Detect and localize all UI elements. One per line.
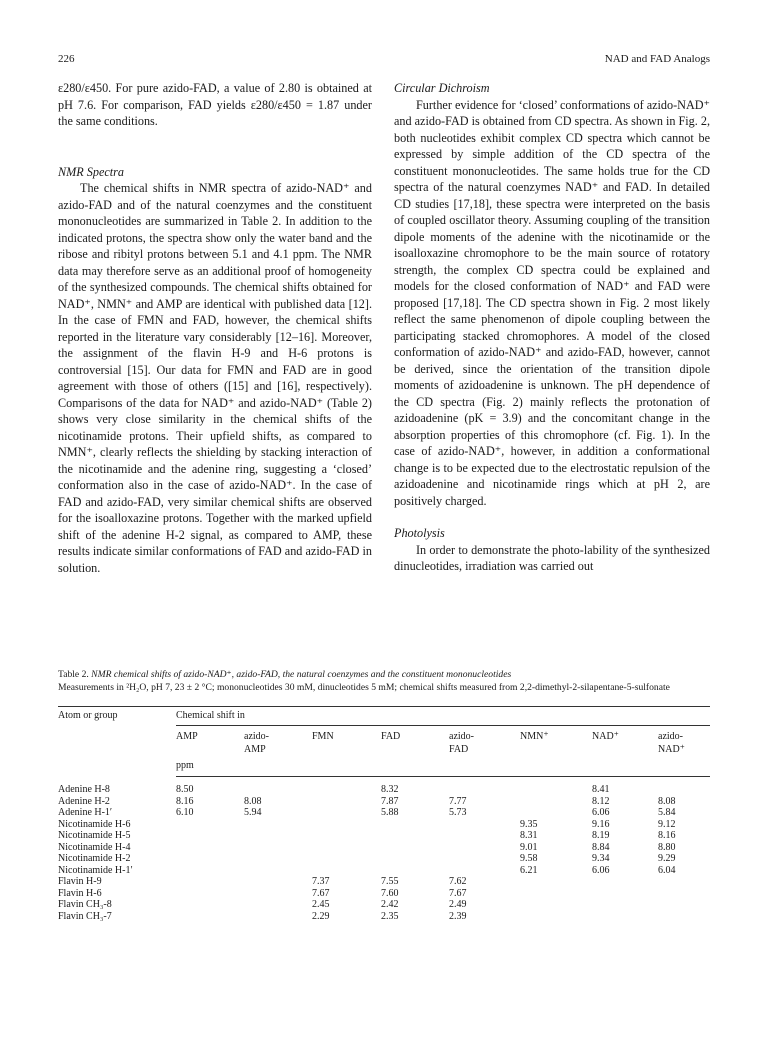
- row-atom-label: Flavin CH₃-7: [58, 911, 112, 923]
- row-atom-label: Nicotinamide H-1′: [58, 864, 133, 876]
- nmr-heading: NMR Spectra: [58, 164, 125, 179]
- col-header-amp: AMP: [176, 731, 198, 742]
- col-header-azido-nad: azido- NAD⁺: [658, 731, 685, 755]
- table-cell: 6.04: [658, 864, 676, 876]
- table-cell: 6.06: [592, 864, 610, 876]
- table-top-rule: [58, 706, 710, 707]
- table-cell: 8.08: [244, 795, 262, 807]
- table-cell: 5.84: [658, 807, 676, 819]
- table-row: [58, 807, 710, 819]
- table-cell: 2.29: [312, 911, 330, 923]
- row-atom-label: Flavin H-6: [58, 887, 102, 899]
- row-atom-label: Flavin CH₃-8: [58, 899, 112, 911]
- table-cell: 7.67: [312, 887, 330, 899]
- table-row: [58, 911, 710, 923]
- spanner-rule: [176, 725, 710, 726]
- table-cell: 5.88: [381, 807, 399, 819]
- table-cell: 2.45: [312, 899, 330, 911]
- col-header-azido-fad: azido- FAD: [449, 731, 474, 755]
- row-atom-label: Nicotinamide H-5: [58, 830, 131, 842]
- right-column: [394, 80, 710, 575]
- table-cell: 7.77: [449, 795, 467, 807]
- table-cell: 8.32: [381, 784, 399, 795]
- spanner-header: Chemical shift in: [176, 710, 245, 721]
- table-cell: 2.42: [381, 899, 399, 911]
- table-cell: 9.58: [520, 853, 538, 865]
- row-atom-label: Adenine H-8: [58, 784, 110, 795]
- table-row: [58, 784, 710, 796]
- table-cell: 7.62: [449, 876, 467, 888]
- table-cell: 9.01: [520, 841, 538, 853]
- table-cell: 7.87: [381, 795, 399, 807]
- unit-label: ppm: [176, 760, 194, 771]
- table-row: [58, 830, 710, 842]
- table-cell: 7.37: [312, 876, 330, 888]
- table-label: Table 2.: [58, 669, 89, 680]
- cd-heading: Circular Dichroism: [394, 81, 490, 95]
- table-row: [58, 819, 710, 831]
- table-cell: 8.12: [592, 795, 610, 807]
- photolysis-paragraph: In order to demonstrate the photo-lability of the synthesized dinucleotides, irradiation was carried out: [394, 542, 710, 573]
- table-cell: 9.16: [592, 818, 610, 830]
- table-row: [58, 899, 710, 911]
- row-atom-label: Adenine H-1′: [58, 807, 113, 819]
- table-cell: 7.60: [381, 887, 399, 899]
- table-title: NMR chemical shifts of azido-NAD⁺, azido-FAD, the natural coenzymes and the constituent mononucleotides: [91, 669, 512, 680]
- table-body: [58, 784, 710, 923]
- table-cell: 8.31: [520, 830, 538, 842]
- table-cell: 7.55: [381, 876, 399, 888]
- table-cell: 9.29: [658, 853, 676, 865]
- table-row: [58, 876, 710, 888]
- table-cell: 8.16: [658, 830, 676, 842]
- table-cell: 6.21: [520, 864, 538, 876]
- nmr-paragraph: The chemical shifts in NMR spectra of azido-NAD⁺ and azido-FAD and of the natural coenzymes and the constituent mononucleotides are summarized in Table 2. In addition to the indicated protons, the spectra show only the water band and the ribose and ribityl protons between 5.1 and 4.1 ppm. The NMR data may therefore serve as an additional proof of homogeneity of the synthesized compounds. The chemical shifts obtained for NAD⁺, NMN⁺ and AMP are identical with published data [12]. In the case of FMN and FAD, however, the chemical shifts reported in the literature vary considerably [12–16]. Moreover, the assignment of the flavin H-9 and H-6 protons is controversial [15]. Our data for FMN and FAD are in good agreement with those of others ([15] and [16], respectively). Comparisons of the data for NAD⁺ and azido-NAD⁺ (Table 2) shows very close similarity in the chemical shifts of the nicotinamide protons. Their upfield shifts, as compared to NMN⁺, clearly reflects the shielding by stacking interaction of the nicotinamide and the adenine ring, suggesting a ‘closed’ conformation also in the case of azido-NAD⁺. In the case of FAD and azido-FAD, very similar chemical shifts are observed for the isoalloxazine protons. Together with the marked upfield shift of the adenine H-2 signal, as compared to AMP, these results indicate similar conformations of FAD and azido-FAD in solution.: [58, 181, 372, 575]
- table-row: [58, 853, 710, 865]
- table-cell: 8.50: [176, 784, 194, 795]
- table-cell: 9.34: [592, 853, 610, 865]
- row-atom-label: Nicotinamide H-2: [58, 853, 131, 865]
- opening-paragraph: ε280/ε450. For pure azido-FAD, a value of 2.80 is obtained at pH 7.6. For comparison, FAD yields ε280/ε450 = 1.87 under the same conditions.: [58, 81, 372, 128]
- col-header-nmn: NMN⁺: [520, 731, 549, 742]
- table-cell: 5.73: [449, 807, 467, 819]
- table-cell: 8.16: [176, 795, 194, 807]
- table-cell: 2.39: [449, 911, 467, 923]
- table-cell: 2.35: [381, 911, 399, 923]
- row-atom-label: Nicotinamide H-6: [58, 818, 131, 830]
- table-cell: 7.67: [449, 887, 467, 899]
- unit-rule: [176, 776, 710, 777]
- running-head: NAD and FAD Analogs: [604, 53, 710, 65]
- table-cell: 6.10: [176, 807, 194, 819]
- photolysis-heading: Photolysis: [394, 526, 445, 540]
- col-header-fad: FAD: [381, 731, 401, 742]
- table-row: [58, 865, 710, 877]
- table-cell: 8.19: [592, 830, 610, 842]
- cd-paragraph: Further evidence for ‘closed’ conformations of azido-NAD⁺ and azido-FAD is obtained from CD spectra. As shown in Fig. 2, both nucleotides exhibit complex CD spectra which cannot be expressed by simple addition of the CD spectra of the constituent mononucleotides. The same holds true for the CD spectra of the natural coenzymes NAD⁺ and FAD. In detailed CD studies [17,18], these spectra were interpreted on the basis of coupled oscillator theory. Assuming coupling of the transition dipole moments of the adenine with the nicotinamide or the isoalloxazine chromophore to be the main source of rotatory strength, the complex CD spectra could be explained and models for the closed conformation of NAD⁺ and FAD were proposed [17,18]. The CD spectra shown in Fig. 2 most likely reflect the same phenomenon of dipole coupling between the participating stacked chromophores. A model of the closed conformation of azido-NAD⁺ and azido-FAD, however, cannot be derived, since the orientation of the transition dipole moments of azidoadenine is unknown. The pH dependence of the CD spectra (Fig. 2) mainly reflects the protonation of azidoadenine (pK = 3.9) and the concomitant change in the absorption properties of this chromophore (cf. Fig. 1). In the case of azido-NAD⁺, however, in addition a conformational change is to be expected due to the electrostatic repulsion of the azidoadenine and nicotinamide rings which at pH 2, are positively charged.: [394, 97, 710, 508]
- row-atom-label: Adenine H-2: [58, 795, 110, 807]
- row-atom-label: Nicotinamide H-4: [58, 841, 131, 853]
- table-caption: [58, 669, 710, 694]
- table-row: [58, 796, 710, 808]
- row-atom-label: Flavin H-9: [58, 876, 102, 888]
- page-number: 226: [58, 53, 75, 65]
- table-cell: 9.35: [520, 818, 538, 830]
- col-header-azido-amp: azido- AMP: [244, 731, 269, 755]
- table-cell: 2.49: [449, 899, 467, 911]
- col-header-fmn: FMN: [312, 731, 334, 742]
- table-cell: 8.08: [658, 795, 676, 807]
- table-conditions: Measurements in ²H₂O, pH 7, 23 ± 2 °C; mononucleotides 30 mM, dinucleotides 5 mM; chemical shifts measured from 2,2-dimethyl-2-silapentane-5-sulfonate: [58, 681, 670, 693]
- table-cell: 6.06: [592, 807, 610, 819]
- table-cell: 8.80: [658, 841, 676, 853]
- left-column: [58, 80, 372, 576]
- col-header-nad: NAD⁺: [592, 731, 619, 742]
- table-row: [58, 842, 710, 854]
- table-cell: 9.12: [658, 818, 676, 830]
- table-cell: 5.94: [244, 807, 262, 819]
- table-cell: 8.41: [592, 784, 610, 795]
- table-cell: 8.84: [592, 841, 610, 853]
- table-row: [58, 888, 710, 900]
- stub-header: Atom or group: [58, 710, 118, 721]
